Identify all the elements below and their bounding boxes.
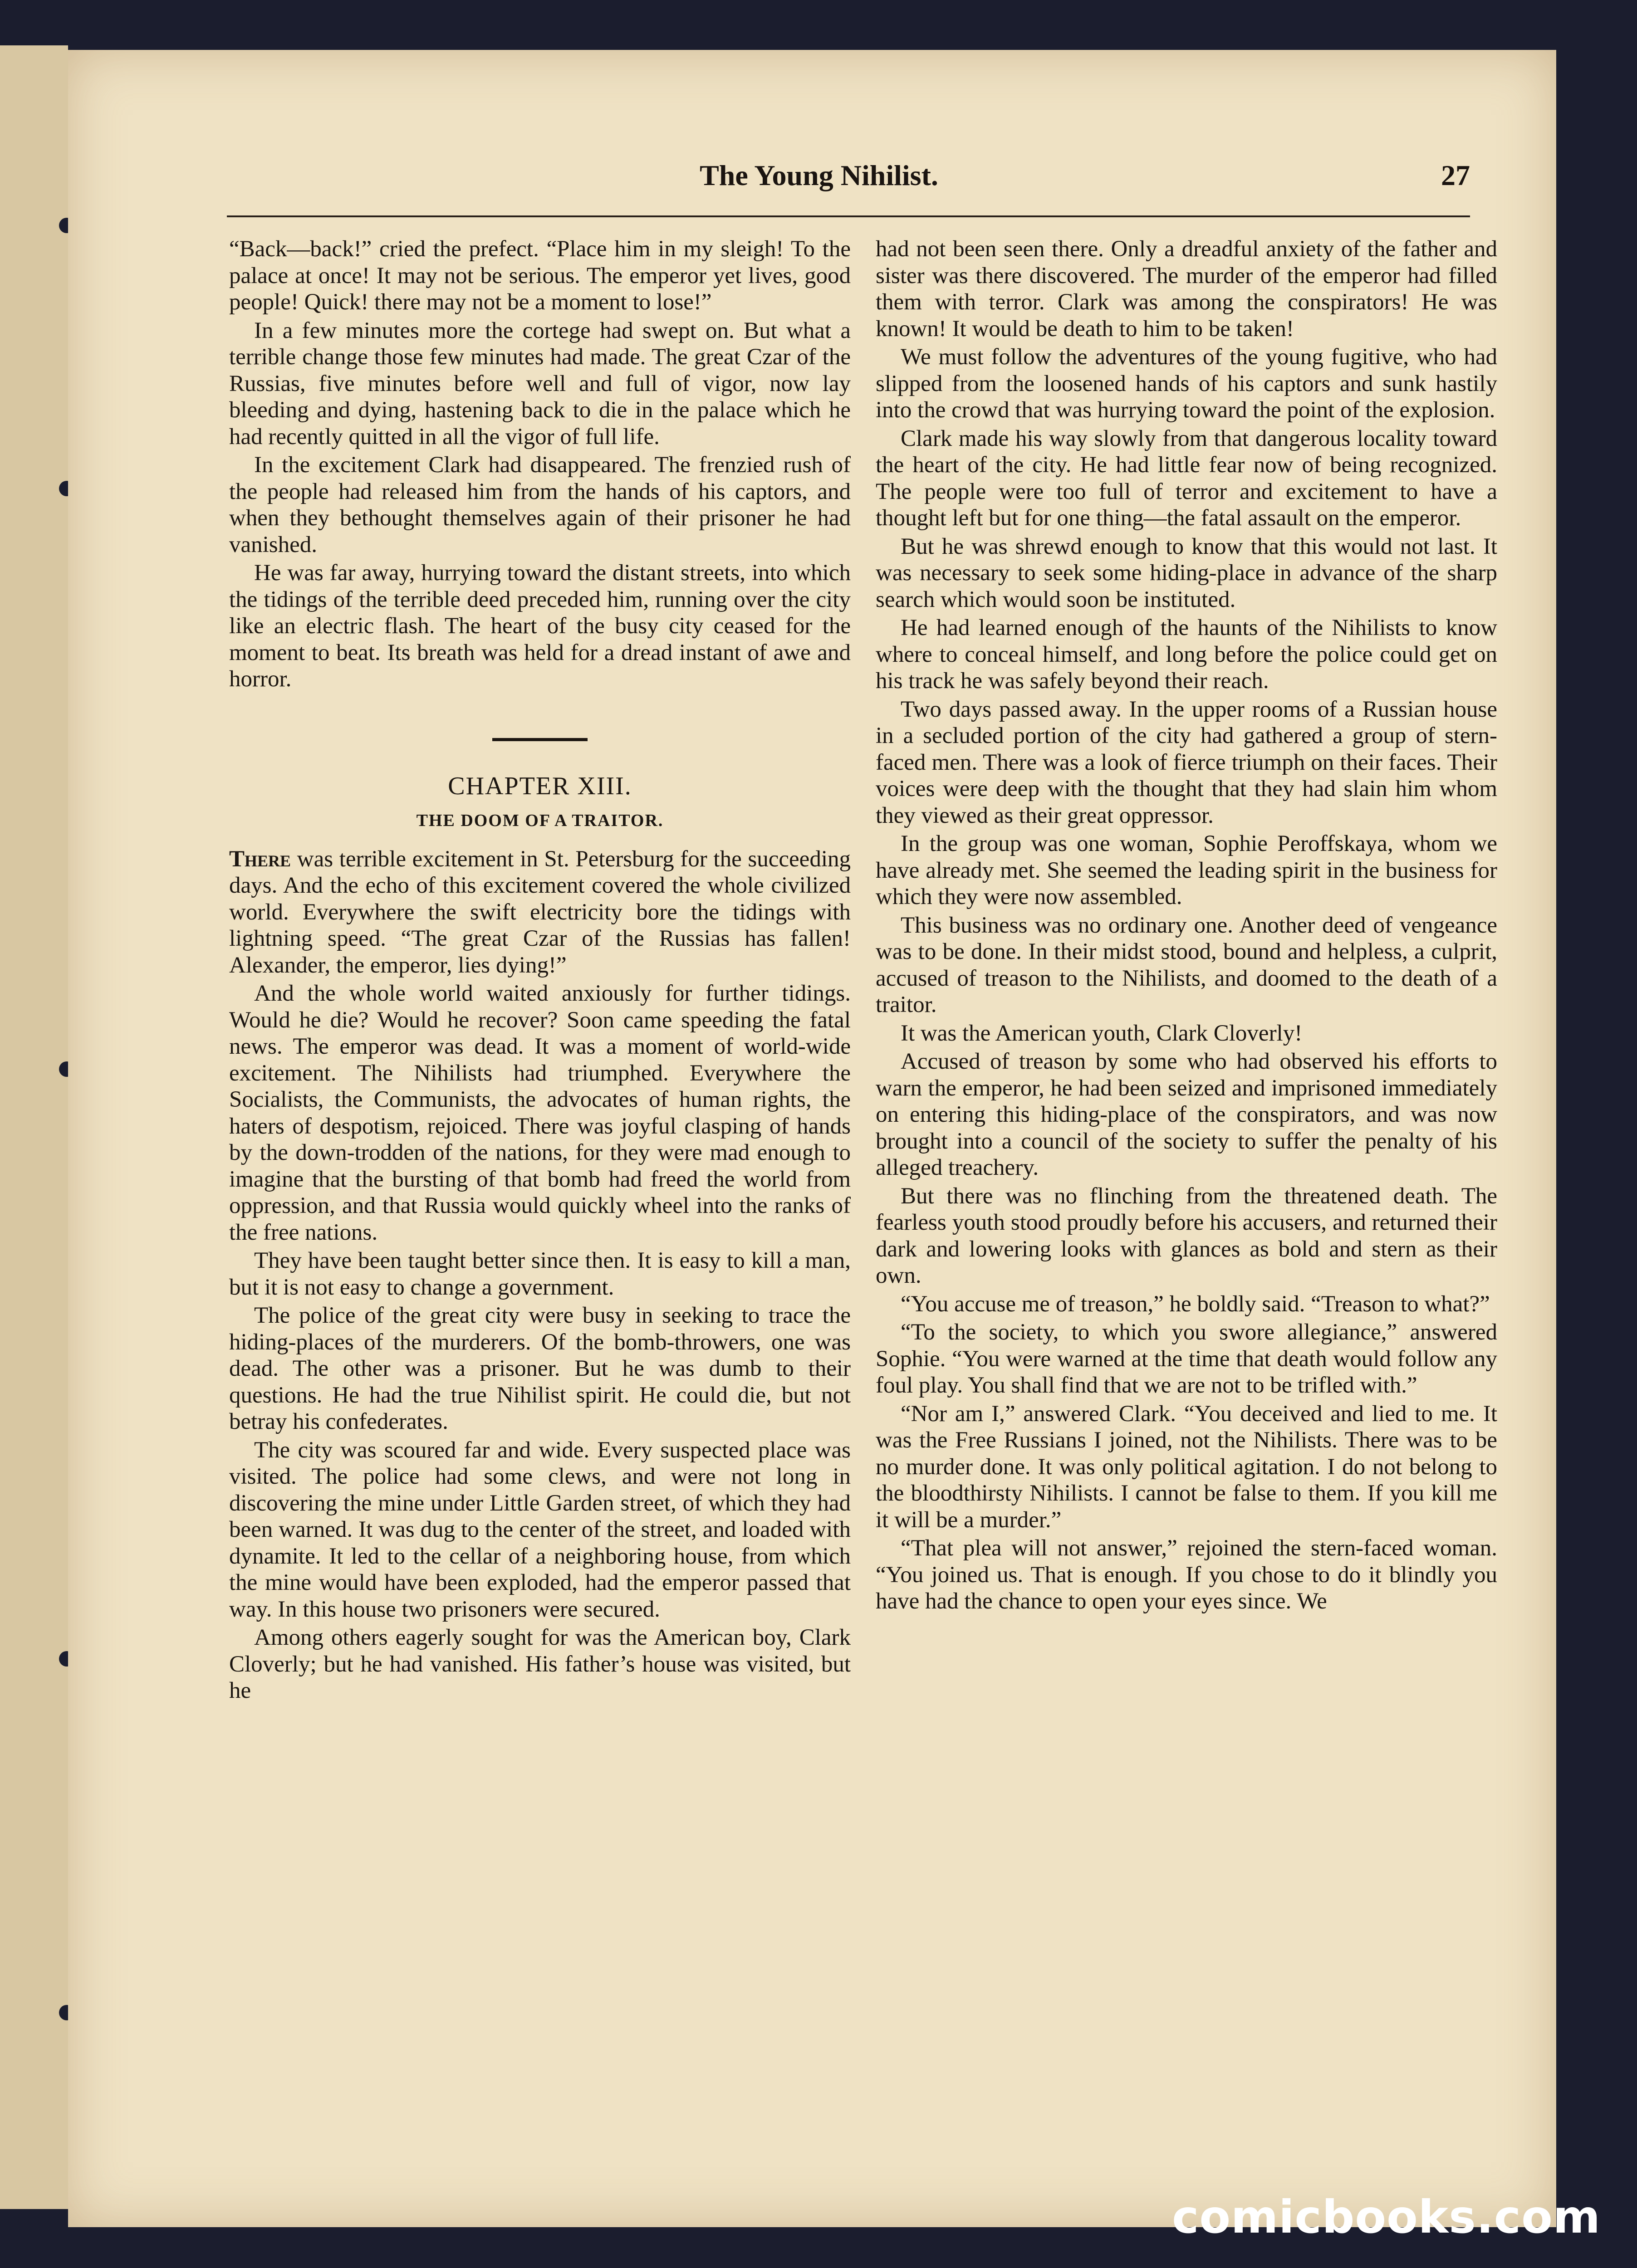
paragraph: And the whole world waited anxiously for further tidings. Would he die? Would he recover? Soon came speeding the fatal news. The emperor was dead. It was a moment of world-wide excitement. The Nihilists had triumphed. Everywhere the Socialists, the Communists, the advocates of human rights, the haters of despotism, rejoiced. There was joyful clasping of hands by the down-trodden of the nations, for they were mad enough to imagine that the bursting of that bomb had freed the world from oppression, and that Russia would quickly wheel into the ranks of the free nations. bbox=[229, 981, 851, 1245]
paragraph: “Back—back!” cried the prefect. “Place him in my sleigh! To the palace at once! It may not be serious. The emperor yet lives, good people! Quick! there may not be a moment to lose!” bbox=[229, 236, 851, 315]
running-title: The Young Nihilist. bbox=[700, 159, 938, 191]
paragraph: But he was shrewd enough to know that this would not last. It was necessary to seek some hiding-place in advance of the sharp search which would soon be instituted. bbox=[876, 533, 1497, 612]
paragraph: The city was scoured far and wide. Every suspected place was visited. The police had some clews, and were not long in discovering the mine under Little Garden street, of which they had been warned. It was dug to the center of the street, and loaded with dynamite. It led to the cellar of a neighboring house, from which the mine would have been exploded, had the emperor passed that way. In this house two prisoners were secured. bbox=[229, 1437, 851, 1622]
paragraph: “That plea will not answer,” rejoined the stern-faced woman. “You joined us. That is enough. If you chose to do it blindly you have had the chance to open your eyes since. We bbox=[876, 1535, 1497, 1614]
site-watermark: comicbooks.com bbox=[1172, 2190, 1601, 2244]
section-rule bbox=[492, 738, 588, 741]
paragraph: “To the society, to which you swore allegiance,” answered Sophie. “You were warned at the time that death would follow any foul play. You shall find that we are not to be trifled with.” bbox=[876, 1320, 1497, 1398]
paragraph: He was far away, hurrying toward the distant streets, into which the tidings of the terrible deed preceded him, running over the city like an electric flash. The heart of the busy city ceased for the moment to beat. Its breath was held for a dread instant of awe and horror. bbox=[229, 560, 851, 692]
paragraph: In the excitement Clark had disappeared. The frenzied rush of the people had released him from the hands of his captors, and when they bethought themselves again of their prisoner he had vanished. bbox=[229, 452, 851, 557]
page-gutter bbox=[0, 45, 68, 2209]
page-header bbox=[168, 116, 1470, 193]
paragraph bbox=[229, 846, 851, 979]
paragraph: It was the American youth, Clark Cloverly! bbox=[901, 1020, 1303, 1046]
left-column bbox=[229, 236, 851, 1706]
page-number: 27 bbox=[1441, 159, 1470, 191]
paragraph: The police of the great city were busy in seeking to trace the hiding-places of the murderers. Of the bomb-throwers, one was dead. The other was a prisoner. But he was dumb to their questions. He had the true Nihilist spirit. He could die, but not betray his confederates. bbox=[229, 1303, 851, 1434]
paragraph: He had learned enough of the haunts of the Nihilists to know where to conceal himself, and long before the police could get on his track he was safely beyond their reach. bbox=[876, 615, 1497, 694]
paragraph: But there was no flinching from the threatened death. The fearless youth stood proudly before his accusers, and returned their dark and lowering looks with glances as bold and stern as their own. bbox=[876, 1183, 1497, 1288]
paragraph: They have been taught better since then. It is easy to kill a man, but it is not easy to change a government. bbox=[229, 1248, 851, 1300]
chapter-subtitle: THE DOOM OF A TRAITOR. bbox=[416, 811, 664, 830]
paragraph: Accused of treason by some who had observed his efforts to warn the emperor, he had been seized and imprisoned immediately on entering this hiding-place of the conspirators, and was now brought into a council of the society to suffer the penalty of his alleged treachery. bbox=[876, 1049, 1497, 1180]
paragraph: “Nor am I,” answered Clark. “You deceived and lied to me. It was the Free Russians I joined, not the Nihilists. There was to be no murder done. It was only political agitation. I do not belong to the bloodthirsty Nihilists. I cannot be false to them. If you kill me it will be a murder.” bbox=[876, 1401, 1497, 1533]
paragraph: had not been seen there. Only a dreadful anxiety of the father and sister was there discovered. The murder of the emperor had filled them with terror. Clark was among the conspirators! He was known! It would be death to him to be taken! bbox=[876, 236, 1497, 342]
chapter-title: CHAPTER XIII. bbox=[448, 772, 632, 800]
paragraph: Clark made his way slowly from that dangerous locality toward the heart of the city. He had little fear now of being recognized. The people were too full of terror and excitement to have a thought left but for one thing—the fatal assault on the emperor. bbox=[876, 425, 1497, 531]
right-column bbox=[876, 236, 1497, 1617]
paragraph: “You accuse me of treason,” he boldly said. “Treason to what?” bbox=[901, 1291, 1490, 1317]
paragraph: In the group was one woman, Sophie Peroffskaya, whom we have already met. She seemed the leading spirit in the business for which they were now assembled. bbox=[876, 831, 1497, 909]
paragraph: We must follow the adventures of the young fugitive, who had slipped from the loosened hands of his captors and sunk hastily into the crowd that was hurrying toward the point of the explosion. bbox=[876, 344, 1497, 423]
paragraph: In a few minutes more the cortege had swept on. But what a terrible change those few minutes had made. The great Czar of the Russias, five minutes before well and full of vigor, now lay bleeding and dying, hastening back to die in the palace which he had recently quitted in all the vigor of full life. bbox=[229, 318, 851, 450]
lead-word: There bbox=[229, 846, 291, 872]
paragraph: Among others eagerly sought for was the American boy, Clark Cloverly; but he had vanished. His father’s house was visited, but he bbox=[229, 1625, 851, 1703]
paragraph: Two days passed away. In the upper rooms of a Russian house in a secluded portion of the city had gathered a group of stern-faced men. There was a look of fierce triumph on their faces. Their voices were deep with the thought that they had slain him whom they viewed as their great oppressor. bbox=[876, 696, 1497, 828]
paragraph: This business was no ordinary one. Another deed of vengeance was to be done. In their midst stood, bound and helpless, a culprit, accused of treason to the Nihilists, and doomed to the death of a traitor. bbox=[876, 912, 1497, 1017]
header-rule bbox=[227, 215, 1470, 217]
paragraph-text: was terrible excitement in St. Petersburg for the succeeding days. And the echo of this excitement covered the whole civilized world. Everywhere the swift electricity bore the tidings with lightning speed. “The great Czar of the Russias has fallen! Alexander, the emperor, lies dying!” bbox=[229, 846, 851, 978]
